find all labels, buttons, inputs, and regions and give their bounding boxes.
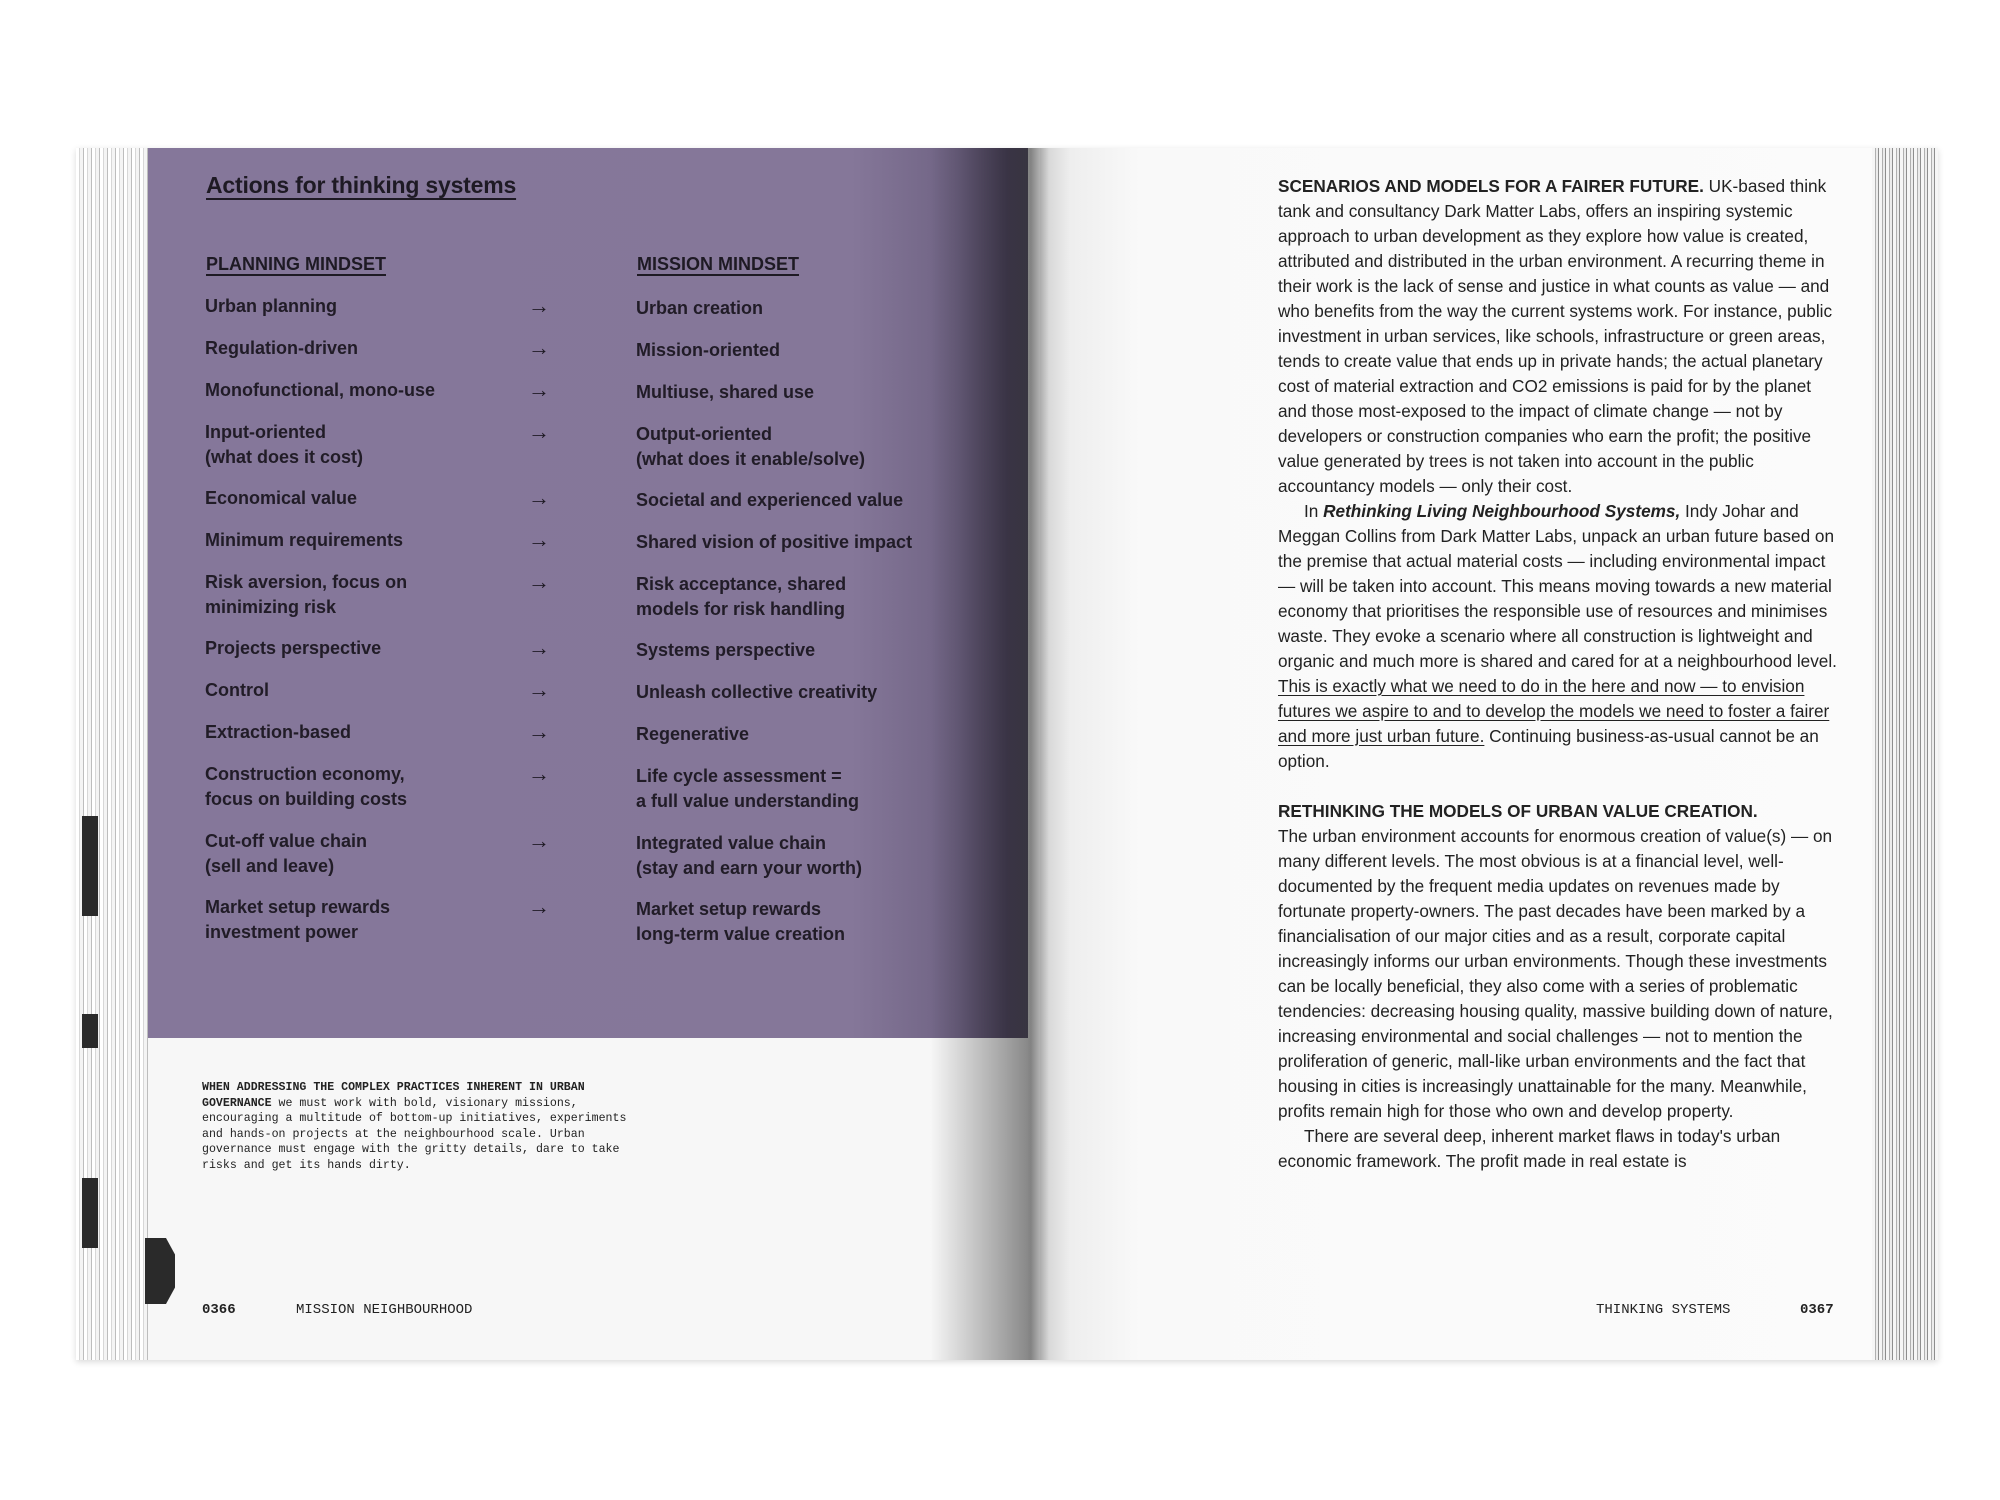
- paragraph: [1278, 799, 1838, 824]
- underlined-passage: This is exactly what we need to do in the here and now — to envision futures we aspire to and to develop the models we need to foster a fairer and more just urban future.: [1278, 676, 1830, 746]
- arrow-right-icon: →: [528, 677, 550, 702]
- edge-tab: [82, 1178, 98, 1248]
- section-title: RETHINKING THE MODELS OF URBAN VALUE CREATION.: [1278, 801, 1758, 821]
- arrow-right-icon: →: [528, 569, 550, 594]
- spacer: [1278, 774, 1838, 799]
- planning-mindset-header: PLANNING MINDSET: [206, 254, 386, 274]
- arrow-right-icon: →: [528, 761, 550, 786]
- mission-cell: Integrated value chain (stay and earn your worth): [636, 833, 863, 878]
- caption-body: we must work with bold, visionary missions, encouraging a multitude of bottom-up initiatives, experiments and hands-on projects at the neighbourhood scale. Urban governance must engage with the gritty details, dare to take risks and get its hands dirty.: [202, 1096, 627, 1172]
- paragraph: [1278, 499, 1838, 774]
- planning-cell: Urban planning: [205, 296, 337, 316]
- paragraph-text: The urban environment accounts for enormous creation of value(s) — on many different levels. The most obvious is at a financial level, well-documented by the frequent media updates on revenues made by fortunate property-owners. The past decades have been marked by a financialisation of our major cities and as a result, corporate capital increasingly informs our urban environments. Though these investments can be locally beneficial, they also come with a series of problematic tendencies: decreasing housing quality, massive building down of nature, increasing environmental and social challenges — not to mention the proliferation of generic, mall-like urban environments and the fact that housing in cities is increasingly unattainable for the many. Meanwhile, profits remain high for those who own and develop property.: [1278, 826, 1833, 1121]
- arrow-right-icon: →: [528, 828, 550, 853]
- edge-tab: [82, 1014, 98, 1048]
- arrow-right-icon: →: [528, 335, 550, 360]
- planning-cell: Minimum requirements: [205, 530, 404, 550]
- arrow-right-icon: →: [528, 719, 550, 744]
- book-title: Rethinking Living Neighbourhood Systems,: [1323, 501, 1681, 521]
- planning-cell: Risk aversion, focus on minimizing risk: [205, 572, 408, 617]
- planning-cell: Control: [205, 680, 269, 700]
- right-page-number: 0367: [1800, 1302, 1834, 1318]
- planning-cell: Input-oriented (what does it cost): [205, 422, 364, 467]
- arrow-right-icon: →: [528, 485, 550, 510]
- page-tab-marker: [145, 1238, 175, 1304]
- paragraph: [1278, 174, 1838, 499]
- paragraph-text: In: [1304, 501, 1324, 521]
- arrow-right-icon: →: [528, 894, 550, 919]
- arrow-right-icon: →: [528, 527, 550, 552]
- mission-cell: Regenerative: [636, 724, 750, 744]
- planning-cell: Market setup rewards investment power: [205, 897, 391, 942]
- mission-cell: Societal and experienced value: [636, 490, 904, 510]
- mission-cell: Shared vision of positive impact: [636, 532, 913, 552]
- right-page-body: [1278, 174, 1838, 1174]
- edge-tab: [82, 816, 98, 916]
- left-page: [148, 148, 1028, 1360]
- left-page-caption: [202, 1080, 652, 1173]
- gutter-shadow: [930, 148, 1070, 1360]
- mission-cell: Unleash collective creativity: [636, 682, 878, 702]
- planning-cell: Monofunctional, mono-use: [205, 380, 435, 400]
- paragraph-text: UK-based think tank and consultancy Dark Matter Labs, offers an inspiring systemic approach to urban development as they explore how value is created, attributed and distributed in the urban environment. A recurring theme in their work is the lack of sense and justice in what counts as value — and who benefits from the way the current systems work. For instance, public investment in urban services, like schools, infrastructure or green areas, tends to create value that ends up in private hands; the actual planetary cost of material extraction and CO2 emissions is paid for by the planet and those most-exposed to the impact of climate change — not by developers or construction companies who earn the profit; the positive value generated by trees is not taken into account in the public accountancy models — only their cost.: [1278, 176, 1833, 496]
- mission-mindset-header: MISSION MINDSET: [637, 254, 800, 274]
- mission-cell: Urban creation: [636, 298, 764, 318]
- left-page-number: 0366: [202, 1302, 236, 1318]
- mission-cell: Life cycle assessment = a full value understanding: [636, 766, 860, 811]
- left-running-head: MISSION NEIGHBOURHOOD: [296, 1302, 473, 1318]
- paragraph: [1278, 1124, 1838, 1174]
- arrow-right-icon: →: [528, 293, 550, 318]
- planning-cell: Construction economy, focus on building costs: [205, 764, 407, 809]
- section-title: SCENARIOS AND MODELS FOR A FAIRER FUTURE.: [1278, 176, 1704, 196]
- planning-cell: Projects perspective: [205, 638, 382, 658]
- arrow-right-icon: →: [528, 419, 550, 444]
- planning-cell: Regulation-driven: [205, 338, 359, 358]
- mission-cell: Output-oriented (what does it enable/solve): [636, 424, 866, 469]
- right-running-head: THINKING SYSTEMS: [1596, 1302, 1731, 1318]
- mission-cell: Systems perspective: [636, 640, 816, 660]
- left-page-edges: [76, 148, 148, 1360]
- arrow-right-icon: →: [528, 377, 550, 402]
- paragraph-text: There are several deep, inherent market flaws in today's urban economic framework. The profit made in real estate is: [1278, 1126, 1781, 1171]
- mission-cell: Market setup rewards long-term value creation: [636, 899, 846, 944]
- arrow-right-icon: →: [528, 635, 550, 660]
- planning-cell: Economical value: [205, 488, 358, 508]
- right-page-edges: [1872, 148, 1938, 1360]
- paragraph-text: Continuing business-as-usual cannot be an option.: [1278, 726, 1819, 771]
- caption-lead: WHEN ADDRESSING THE COMPLEX PRACTICES INHERENT IN URBAN GOVERNANCE: [202, 1081, 585, 1110]
- paragraph: [1278, 824, 1838, 1124]
- table-heading: Actions for thinking systems: [206, 172, 517, 198]
- planning-cell: Extraction-based: [205, 722, 352, 742]
- mission-cell: Multiuse, shared use: [636, 382, 815, 402]
- mission-cell: Risk acceptance, shared models for risk handling: [636, 574, 847, 619]
- paragraph-text: Indy Johar and Meggan Collins from Dark Matter Labs, unpack an urban future based on the premise that actual material costs — including environmental impact — will be taken into account. This means moving towards a new material economy that prioritises the responsible use of resources and minimises waste. They evoke a scenario where all construction is lightweight and organic and much more is shared and cared for at a neighbourhood level.: [1278, 501, 1837, 671]
- mission-cell: Mission-oriented: [636, 340, 781, 360]
- planning-cell: Cut-off value chain (sell and leave): [205, 831, 368, 876]
